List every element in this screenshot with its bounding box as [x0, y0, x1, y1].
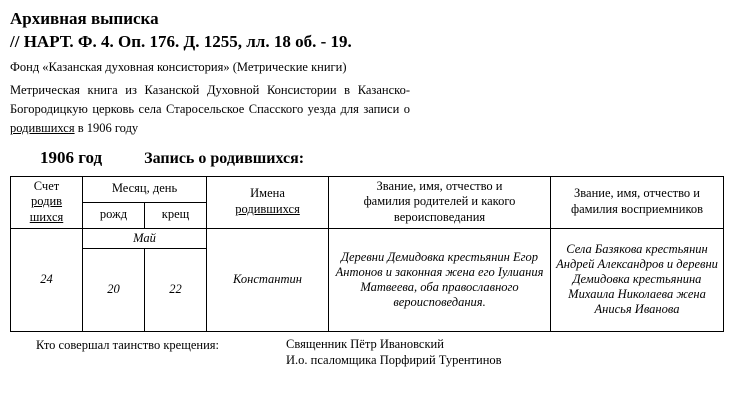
- header-names-line1: Имена: [250, 186, 285, 201]
- baptism-performer-question: Кто совершал таинство крещения:: [36, 337, 219, 352]
- birth-register-table: [10, 176, 724, 332]
- document-archive-reference: // НАРТ. Ф. 4. Оп. 176. Д. 1255, лл. 18 об. - 19.: [10, 32, 352, 52]
- record-type-label: Запись о родившихся:: [144, 149, 305, 167]
- child-name: Константин: [207, 228, 329, 331]
- table-header-row: [11, 176, 724, 202]
- header-month-day: Месяц, день: [83, 176, 207, 202]
- header-parents: [329, 176, 551, 228]
- year-label: 1906 год: [40, 147, 103, 167]
- record-number: 24: [11, 228, 83, 331]
- psalmist-name: И.о. псаломщика Порфирий Турентинов: [286, 352, 502, 367]
- header-names: [207, 176, 329, 228]
- document-title: Архивная выписка: [10, 9, 159, 28]
- header-godparents: [551, 176, 724, 228]
- year-and-record-heading: [10, 148, 723, 168]
- priest-name: Священник Пётр Ивановский: [286, 336, 444, 351]
- header-count: [11, 176, 83, 228]
- fond-line: Фонд «Казанская духовная консистория» (Метрические книги): [10, 59, 347, 74]
- header-birth-date: рожд: [83, 202, 145, 228]
- month-row: [11, 228, 724, 248]
- baptism-performer-answer: [286, 336, 502, 369]
- header-count-line1: Счет: [33, 178, 60, 193]
- header-parents-line3: вероисповедания: [393, 209, 486, 224]
- header-parents-line2: фамилия родителей и какого: [363, 194, 516, 209]
- header-count-line3: шихся: [29, 209, 64, 224]
- parents-info: Деревни Демидовка крестьянин Егор Антонов и законная жена его Iулиания Матвеева, оба православного вероисповедания.: [329, 228, 551, 331]
- baptism-performer-section: [10, 336, 723, 369]
- month-label: Май: [83, 228, 207, 248]
- header-names-line2: родившихся: [235, 202, 300, 217]
- document-description: Метрическая книга из Казанской Духовной Консистории в Казанско-Богородицкую церковь села Старосельское Спасского уезда для записи о родившихся в 1906 году: [10, 83, 410, 135]
- birth-day: 20: [83, 248, 145, 331]
- header-count-line2: родив: [30, 194, 63, 209]
- baptism-day: 22: [145, 248, 207, 331]
- header-godparents-line1: Звание, имя, отчество и: [574, 186, 700, 201]
- header-baptism-date: крещ: [145, 202, 207, 228]
- header-godparents-line2: фамилия восприемников: [571, 202, 704, 217]
- godparents-info: Села Базякова крестьянин Андрей Александров и деревни Демидовка крестьянина Михаила Николаева жена Анисья Иванова: [551, 228, 724, 331]
- header-parents-line1: Звание, имя, отчество и: [376, 178, 503, 193]
